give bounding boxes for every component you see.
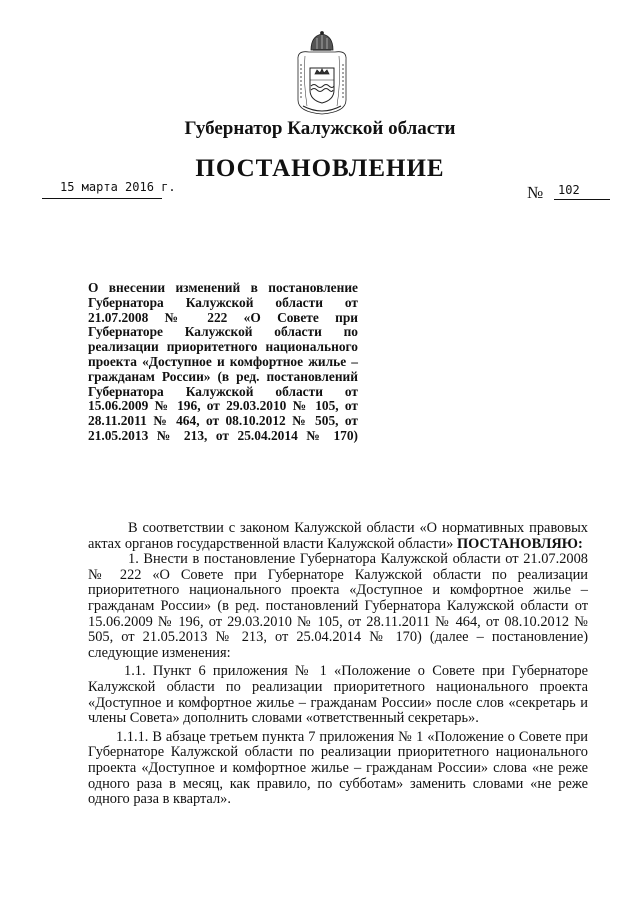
organization-name: Губернатор Калужской области xyxy=(184,118,456,139)
number-underline xyxy=(554,199,610,200)
preamble-text: В соответствии с законом Калужской области «О нормативных правовых актах органов государственной власти Калужской области» xyxy=(88,520,588,552)
item-1-1-1: 1.1.1. В абзаце третьем пункта 7 приложения № 1 «Положение о Совете при Губернаторе Калужской области по реализации приоритетного национального проекта «Доступное и комфортное жилье – гражданам России» слова «не реже одного раза в месяц, как правило, по субботам» заменить словами «не реже одного раза в квартал». xyxy=(88,728,588,808)
document-date: 15 марта 2016 г. xyxy=(60,180,176,194)
item-1: 1. Внести в постановление Губернатора Калужской области от 21.07.2008 № 222 «О Совете при Губернаторе Калужской области по реализации приоритетного национального проекта «Доступное и комфортное жилье – гражданам России» (в ред. постановлений Губернатора Калужской области от 15.06.2009 № 196, от 29.03.2010 № 105, от 28.11.2011 № 464, от 08.10.2012 № 505, от 21.05.2013 № 213, от 25.04.2014 № 170) (далее – постановление) следующие изменения: xyxy=(88,551,588,661)
document-body xyxy=(88,521,588,808)
item-1-1: 1.1. Пункт 6 приложения № 1 «Положение о Совете при Губернаторе Калужской области по реализации приоритетного национального проекта «Доступное и комфортное жилье – гражданам России» после слов «секретарь и члены Совета» дополнить словами «ответственный секретарь». xyxy=(88,663,588,727)
document-title: ПОСТАНОВЛЕНИЕ xyxy=(195,155,445,182)
document-number: 102 xyxy=(558,183,580,197)
number-label: № xyxy=(527,183,544,202)
coat-of-arms-icon xyxy=(295,30,349,116)
subject-text: О внесении изменений в постановление Губернатора Калужской области от 21.07.2008 № 222 «О Совете при Губернаторе Калужской области по реализации приоритетного национального проекта «Доступное и комфортное жилье – гражданам России» (в ред. постановлений Губернатора Калужской области от 15.06.2009 № 196, от 29.03.2010 № 105, от 28.11.2011 № 464, от 08.10.2012 № 505, от 21.05.2013 № 213, от 25.04.2014 № 170) xyxy=(88,280,358,443)
document-subject xyxy=(88,281,358,444)
preamble-paragraph xyxy=(88,521,588,552)
date-underline xyxy=(42,198,162,199)
postanovlyayu-word: ПОСТАНОВЛЯЮ: xyxy=(456,535,583,552)
